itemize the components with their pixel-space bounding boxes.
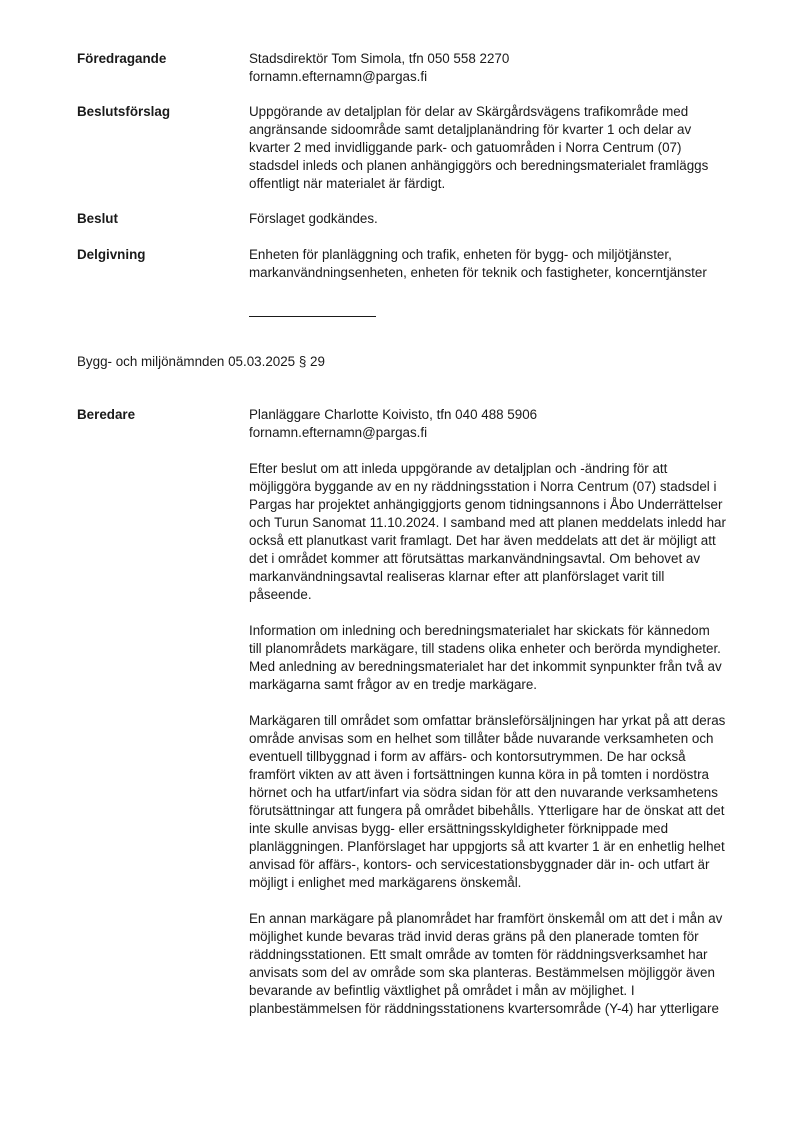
text-line: det i området kommer att förutsättas markanvändningsavtal. Om behovet av [249,551,701,566]
paragraph [249,622,745,694]
text-line: möjlighet kunde bevaras träd invid deras gräns på den planerade tomten för [249,929,699,944]
text-line: räddningsstationen. Ett smalt område av tomten för räddningsverksamhet har [249,947,708,962]
text-line: anvisad för affärs-, kontors- och servicestationsbyggnader där in- och utfart är [249,857,710,872]
text-line: också ett planutkast varit framlagt. Det har även meddelats att det är möjligt att [249,533,716,548]
content-beredare [249,406,745,1018]
label-delgivning: Delgivning [77,247,146,262]
text-line: inte skulle anvisas bygg- eller ersättningsskyldigheter förknippade med [249,821,669,836]
text-line: Förslaget godkändes. [249,211,378,226]
text-line: område anvisas som en helhet som tillåter både nuvarande verksamheten och [249,731,714,746]
text-line: anvisats som del av område som ska planteras. Bestämmelsen möjliggör även [249,965,715,980]
label-beredare: Beredare [77,407,136,422]
text-line: bevarande av befintlig växtlighet på området i mån av möjlighet. I [249,983,635,998]
paragraph [249,460,745,604]
text-line: Med anledning av beredningsmaterialet har det inkommit synpunkter från två av [249,659,722,674]
text-line: möjliggöra byggande av en ny räddningsstation i Norra Centrum (07) stadsdel i [249,479,717,494]
presenter-email-line: fornamn.efternamn@pargas.fi [249,69,428,84]
content-foredragande [249,50,745,86]
text-line: planbestämmelsen för räddningsstationens kvartersområde (Y-4) har ytterligare [249,1001,719,1016]
text-line: Uppgörande av detaljplan för delar av Skärgårdsvägens trafikområde med [249,104,689,119]
presenter-name-line: Stadsdirektör Tom Simola, tfn 050 558 2270 [249,51,510,66]
text-line: stadsdel inleds och planen anhängiggörs och beredningsmaterialet framläggs [249,158,709,173]
text-line: möjligt i enlighet med markägarens önskemål. [249,875,522,890]
text-line: En annan markägare på planområdet har framfört önskemål om att det i mån av [249,911,723,926]
paragraph [249,712,745,892]
text-line: Markägaren till området som omfattar bränsleförsäljningen har yrkat på att deras [249,713,726,728]
separator-line [249,316,376,317]
text-line: Pargas har projektet anhängiggjorts genom tidningsannons i Åbo Underrättelser [249,497,723,512]
label-foredragande: Föredragande [77,51,167,66]
text-line: framfört vikten av att även i fortsättningen kunna köra in på tomten i nordöstra [249,767,709,782]
text-line: påseende. [249,587,312,602]
text-line: förutsättningar att fungera på området bibehålls. Ytterligare har de önskat att det [249,803,725,818]
text-line: Enheten för planläggning och trafik, enheten för bygg- och miljötjänster, [249,247,672,262]
text-line: Efter beslut om att inleda uppgörande av detaljplan och -ändring för att [249,461,668,476]
label-beslutsforslag: Beslutsförslag [77,104,171,119]
text-line: angränsande sidoområde samt detaljplanändring för kvarter 1 och delar av [249,122,692,137]
preparer-name-line: Planläggare Charlotte Koivisto, tfn 040 488 5906 [249,407,538,422]
text-line: offentligt när materialet är färdigt. [249,176,446,191]
content-delgivning [249,246,745,282]
content-beslut [249,210,745,228]
text-line: till planområdets markägare, till stadens olika enheter och berörda myndigheter. [249,641,721,656]
text-line: markanvändningsavtal realiseras klarnar efter att planförslaget varit till [249,569,665,584]
text-line: hörnet och ha utfart/infart via södra sidan för att den nuvarande verksamhetens [249,785,718,800]
text-line: markägarna samt frågor av en tredje markägare. [249,677,538,692]
text-line: eventuell tillbyggnad i form av affärs- och kontorsutrymmen. De har också [249,749,686,764]
text-line: kvarter 2 med invidliggande park- och gatuområden i Norra Centrum (07) [249,140,682,155]
content-beslutsforslag [249,103,745,193]
text-line: planläggningen. Planförslaget har uppgjorts så att kvarter 1 är en enhetlig helhet [249,839,725,854]
paragraph [249,910,745,1018]
text-line: Information om inledning och beredningsmaterialet har skickats för kännedom [249,623,710,638]
text-line: markanvändningsenheten, enheten för teknik och fastigheter, koncerntjänster [249,265,707,280]
preparer-email-line: fornamn.efternamn@pargas.fi [249,425,428,440]
text-line: och Turun Sanomat 11.10.2024. I samband med att planen meddelats inledd har [249,515,726,530]
label-beslut: Beslut [77,211,118,226]
meeting-header: Bygg- och miljönämnden 05.03.2025 § 29 [77,354,325,369]
